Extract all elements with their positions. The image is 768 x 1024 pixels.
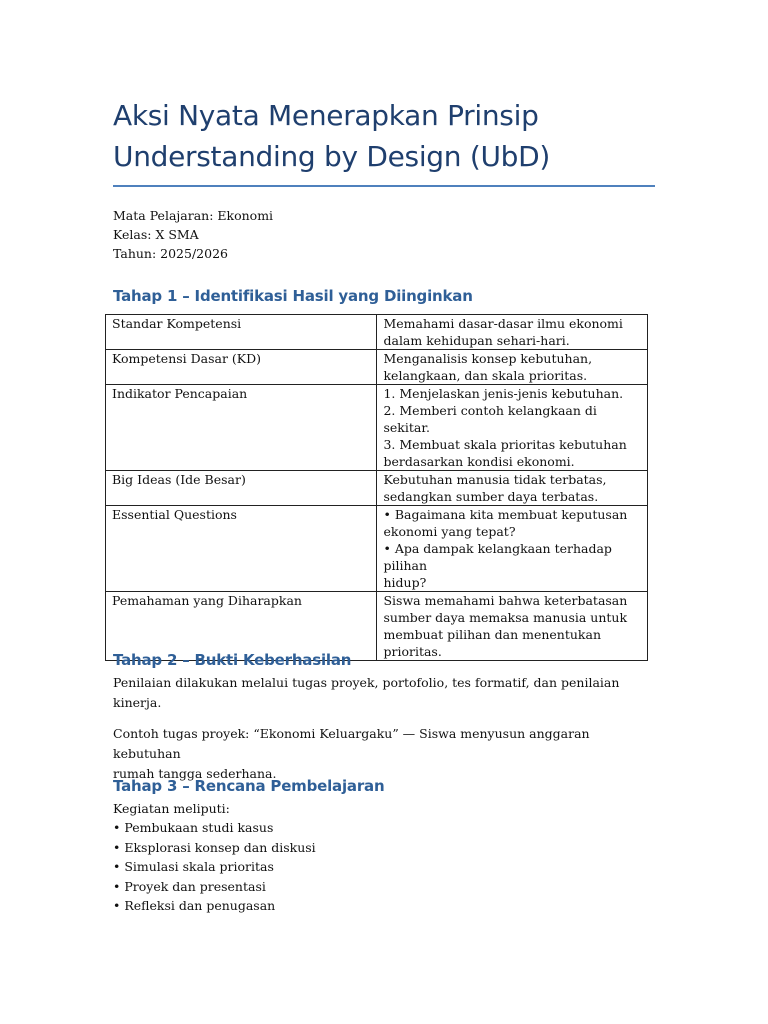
cell-line: berdasarkan kondisi ekonomi. (383, 454, 575, 469)
row-label: Pemahaman yang Diharapkan (106, 592, 377, 661)
document-meta (113, 206, 655, 263)
cell-line: 3. Membuat skala prioritas kebutuhan (383, 437, 627, 452)
row-label: Standar Kompetensi (106, 315, 377, 350)
row-label: Indikator Pencapaian (106, 385, 377, 471)
cell-line: prioritas. (383, 644, 442, 659)
cell-line: 2. Memberi contoh kelangkaan di sekitar. (383, 403, 597, 435)
table-row (106, 506, 648, 592)
activities-intro: Kegiatan meliputi: (113, 801, 230, 816)
title-line-1: Aksi Nyata Menerapkan Prinsip (113, 99, 539, 132)
document-title (113, 0, 655, 177)
list-item: • Refleksi dan penugasan (113, 898, 276, 913)
cell-line: • Apa dampak kelangkaan terhadap pilihan (383, 541, 612, 573)
list-item: • Eksplorasi konsep dan diskusi (113, 839, 316, 855)
document-page (112, 0, 655, 913)
stage-3-section (113, 777, 655, 916)
row-value (377, 385, 648, 471)
table-row (106, 385, 648, 471)
cell-line: Kebutuhan manusia tidak terbatas, (383, 472, 607, 487)
row-value (377, 506, 648, 592)
meta-year: Tahun: 2025/2026 (113, 246, 228, 261)
list-item: • Simulasi skala prioritas (113, 859, 274, 874)
cell-line: sedangkan sumber daya terbatas. (383, 489, 599, 504)
project-example-paragraph (113, 724, 655, 784)
cell-line: sumber daya memaksa manusia untuk (383, 610, 628, 625)
table-row (106, 315, 648, 350)
stage-1-table (105, 314, 648, 661)
meta-class: Kelas: X SMA (113, 227, 199, 242)
row-label: Essential Questions (106, 506, 377, 592)
stage-3-heading: Tahap 3 – Rencana Pembelajaran (113, 777, 385, 795)
title-underline (113, 185, 655, 187)
project-example-line-1: Contoh tugas proyek: “Ekonomi Keluargaku” — Siswa menyusun anggaran kebutuhan (113, 726, 590, 761)
table-row (106, 350, 648, 385)
list-item: • Proyek dan presentasi (113, 878, 266, 894)
cell-line: Memahami dasar-dasar ilmu ekonomi (383, 316, 623, 331)
stage-2-section (113, 651, 655, 784)
row-label: Kompetensi Dasar (KD) (106, 350, 377, 385)
activities-list (113, 818, 655, 916)
row-label: Big Ideas (Ide Besar) (106, 471, 377, 506)
cell-line: kelangkaan, dan skala prioritas. (383, 368, 588, 383)
cell-line: hidup? (383, 575, 427, 590)
assessment-paragraph: Penilaian dilakukan melalui tugas proyek, portofolio, tes formatif, dan penilaian kinerja. (113, 675, 620, 710)
list-item: • Pembukaan studi kasus (113, 820, 274, 835)
cell-line: membuat pilihan dan menentukan (383, 627, 601, 642)
row-value (377, 471, 648, 506)
cell-line: 1. Menjelaskan jenis-jenis kebutuhan. (383, 386, 624, 401)
cell-line: • Bagaimana kita membuat keputusan (383, 507, 628, 522)
meta-subject: Mata Pelajaran: Ekonomi (113, 208, 274, 223)
title-line-2: Understanding by Design (UbD) (113, 140, 550, 173)
stage-2-heading: Tahap 2 – Bukti Keberhasilan (113, 651, 352, 669)
cell-line: ekonomi yang tepat? (383, 524, 516, 539)
cell-line: Siswa memahami bahwa keterbatasan (383, 593, 628, 608)
project-example-line-2: rumah tangga sederhana. (113, 766, 277, 781)
row-value (377, 315, 648, 350)
table-row (106, 471, 648, 506)
cell-line: dalam kehidupan sehari-hari. (383, 333, 570, 348)
row-value (377, 350, 648, 385)
stage-1-heading: Tahap 1 – Identifikasi Hasil yang Diinginkan (113, 287, 473, 305)
cell-line: Menganalisis konsep kebutuhan, (383, 351, 593, 366)
